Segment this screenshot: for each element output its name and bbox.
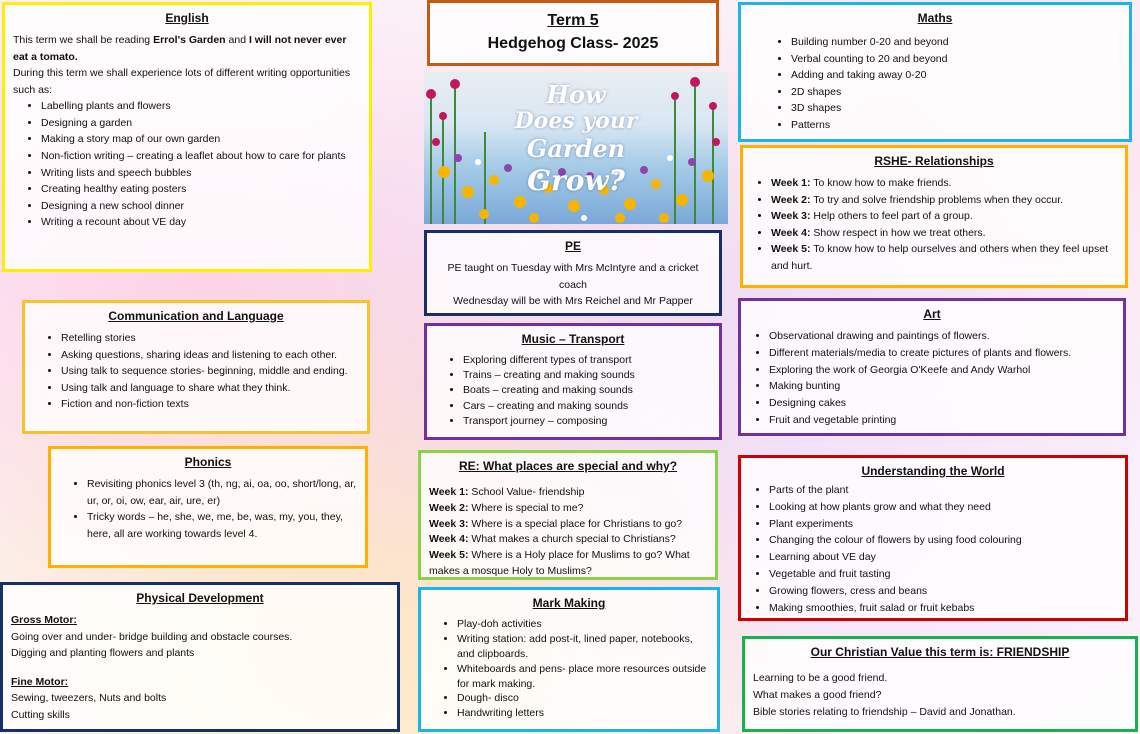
english-intro-2: During this term we shall experience lots of different writing opportunities such as: — [13, 67, 351, 96]
music-panel — [424, 323, 722, 440]
list-item: • Looking at how plants grow and what they need — [769, 499, 1117, 516]
re-week — [429, 501, 707, 517]
week-label: Week 2: — [771, 193, 811, 206]
utw-list — [749, 482, 1117, 616]
week-text: Where is special to me? — [468, 501, 584, 514]
list-item: • Writing lists and speech bubbles — [41, 165, 361, 182]
english-book1: Errol's Garden — [153, 33, 226, 46]
english-intro — [13, 32, 361, 65]
list-item: • Designing cakes — [769, 395, 1115, 412]
english-panel — [2, 2, 372, 272]
value-heading: Our Christian Value this term is: FRIENDSHIP — [810, 645, 1070, 659]
list-item: • Fruit and vegetable printing — [769, 412, 1115, 429]
list-item: • Exploring the work of Georgia O'Keefe and Andy Warhol — [769, 362, 1115, 379]
utw-panel — [738, 455, 1128, 621]
mark-making-panel — [418, 587, 720, 732]
gross-motor-line: Digging and planting flowers and plants — [11, 647, 195, 660]
maths-list — [749, 34, 1121, 133]
week-label: Week 3: — [771, 210, 811, 223]
week-label: Week 5: — [429, 549, 469, 561]
fine-motor-line: Sewing, tweezers, Nuts and bolts — [11, 692, 167, 705]
list-item: • Adding and taking away 0-20 — [791, 67, 1121, 84]
list-item: • Whiteboards and pens- place more resources outside for mark making. — [457, 662, 709, 692]
mark-making-heading: Mark Making — [532, 596, 606, 610]
list-item: • Changing the colour of flowers by using food colouring — [769, 532, 1117, 549]
week-label: Week 4: — [771, 226, 811, 239]
physical-panel — [0, 582, 400, 732]
music-list — [435, 353, 711, 429]
utw-heading: Understanding the World — [861, 464, 1005, 478]
phonics-heading: Phonics — [184, 455, 232, 469]
list-item: • Transport journey – composing — [463, 414, 711, 429]
garden-banner-image — [424, 72, 728, 224]
list-item: • Building number 0-20 and beyond — [791, 34, 1121, 51]
mark-making-list — [429, 617, 709, 721]
week-text: Help others to feel part of a group. — [810, 210, 973, 223]
list-item: • Plant experiments — [769, 516, 1117, 533]
list-item: • Asking questions, sharing ideas and listening to each other. — [61, 347, 359, 364]
value-line: Learning to be a good friend. — [753, 672, 888, 685]
list-item: • Writing station: add post-it, lined paper, notebooks, and clipboards. — [457, 632, 709, 662]
art-list — [749, 328, 1115, 429]
rshe-list — [751, 175, 1117, 274]
week-label: Week 3: — [429, 517, 469, 530]
week-text: School Value- friendship — [468, 486, 585, 498]
list-item — [771, 175, 1117, 192]
week-label: Week 5: — [771, 243, 811, 256]
re-week — [429, 548, 707, 580]
list-item: • Tricky words – he, she, we, me, be, was, my, you, they, here, all are working towards level 4. — [87, 509, 357, 542]
title-panel — [427, 0, 719, 66]
list-item: • Handwriting letters — [457, 706, 709, 721]
gross-motor-line: Going over and under- bridge building and obstacle courses. — [11, 630, 293, 643]
list-item: • Fiction and non-fiction texts — [61, 396, 359, 413]
communication-heading: Communication and Language — [108, 309, 284, 323]
re-week — [429, 485, 707, 501]
list-item: • Exploring different types of transport — [463, 353, 711, 368]
re-week — [429, 532, 707, 548]
re-heading: RE: What places are special and why? — [458, 459, 678, 473]
week-label: Week 1: — [429, 486, 469, 498]
fine-motor-line: Cutting skills — [11, 708, 70, 721]
music-heading: Music – Transport — [521, 332, 625, 346]
pe-line: PE taught on Tuesday with Mrs McIntyre and a cricket coach — [447, 261, 699, 291]
pe-line: Wednesday will be with Mrs Reichel and Mr Papper — [453, 295, 693, 308]
value-line: What makes a good friend? — [753, 688, 882, 701]
list-item: • Play-doh activities — [457, 617, 709, 632]
communication-list — [33, 330, 359, 413]
list-item: • Designing a new school dinner — [41, 198, 361, 215]
list-item: • Designing a garden — [41, 115, 361, 132]
list-item: • Non-fiction writing – creating a leaflet about how to care for plants — [41, 148, 361, 165]
list-item: • Dough- disco — [457, 691, 709, 706]
list-item — [771, 208, 1117, 225]
re-week — [429, 517, 707, 533]
list-item: • Observational drawing and paintings of flowers. — [769, 328, 1115, 345]
week-text: To know how to help ourselves and others when they feel upset and hurt. — [771, 243, 1108, 272]
list-item: • 2D shapes — [791, 84, 1121, 101]
list-item: • Creating healthy eating posters — [41, 181, 361, 198]
rshe-heading: RSHE- Relationships — [874, 154, 994, 168]
list-item: • Vegetable and fruit tasting — [769, 566, 1117, 583]
physical-heading: Physical Development — [136, 591, 264, 605]
list-item: • Labelling plants and flowers — [41, 98, 361, 115]
list-item: • Making bunting — [769, 378, 1115, 395]
list-item: • Cars – creating and making sounds — [463, 399, 711, 414]
maths-panel — [738, 2, 1132, 142]
week-text: What makes a church special to Christians? — [468, 533, 676, 546]
art-panel — [738, 298, 1126, 436]
rshe-panel — [740, 145, 1128, 288]
value-line: Bible stories relating to friendship – David and Jonathan. — [753, 705, 1016, 718]
week-label: Week 4: — [429, 533, 469, 546]
term-title: Term 5 — [547, 12, 599, 29]
list-item: • Making a story map of our own garden — [41, 131, 361, 148]
week-label: Week 2: — [429, 501, 469, 514]
week-text: Where is a special place for Christians to go? — [468, 517, 683, 530]
list-item — [771, 225, 1117, 242]
list-item: • Using talk to sequence stories- beginning, middle and ending. — [61, 363, 359, 380]
banner-title-line2: Does your — [514, 108, 638, 134]
list-item: • Retelling stories — [61, 330, 359, 347]
english-list — [13, 98, 361, 231]
fine-motor-heading: Fine Motor: — [11, 675, 69, 688]
list-item: • Using talk and language to share what they think. — [61, 380, 359, 397]
banner-title-line1: How — [546, 80, 606, 109]
week-text: To know how to make friends. — [810, 176, 952, 189]
week-label: Week 1: — [771, 176, 811, 189]
banner-title-line4: Grow? — [527, 164, 625, 197]
pe-panel — [424, 230, 722, 316]
phonics-panel — [48, 446, 368, 568]
list-item: • Making smoothies, fruit salad or fruit kebabs — [769, 600, 1117, 617]
art-heading: Art — [923, 307, 941, 321]
phonics-list — [59, 476, 357, 542]
list-item: • 3D shapes — [791, 100, 1121, 117]
list-item: • Different materials/media to create pictures of plants and flowers. — [769, 345, 1115, 362]
banner-title-line3: Garden — [526, 134, 626, 163]
week-text: Where is a Holy place for Muslims to go? What makes a mosque Holy to Muslims? — [429, 549, 690, 577]
gross-motor-heading: Gross Motor: — [11, 613, 77, 626]
list-item: • Verbal counting to 20 and beyond — [791, 51, 1121, 68]
maths-heading: Maths — [917, 11, 953, 25]
week-text: To try and solve friendship problems when they occur. — [810, 193, 1064, 206]
list-item: • Patterns — [791, 117, 1121, 134]
list-item — [771, 241, 1117, 274]
pe-heading: PE — [564, 239, 581, 253]
list-item: • Revisiting phonics level 3 (th, ng, ai, oa, oo, short/long, ar, ur, or, oi, ow, ear, air, ure, er) — [87, 476, 357, 509]
re-panel — [418, 450, 718, 580]
english-intro-text: This term we shall be reading — [13, 33, 154, 46]
english-heading: English — [165, 11, 209, 25]
list-item: • Learning about VE day — [769, 549, 1117, 566]
value-panel — [742, 636, 1138, 732]
english-intro-and: and — [225, 33, 249, 46]
list-item: • Writing a recount about VE day — [41, 214, 361, 231]
list-item: • Parts of the plant — [769, 482, 1117, 499]
list-item: • Growing flowers, cress and beans — [769, 583, 1117, 600]
list-item: • Trains – creating and making sounds — [463, 368, 711, 383]
communication-panel — [22, 300, 370, 434]
class-title: Hedgehog Class- 2025 — [487, 35, 659, 53]
english-book2: I will not never ever eat a tomato. — [13, 33, 347, 63]
list-item — [771, 192, 1117, 209]
week-text: Show respect in how we treat others. — [810, 226, 986, 239]
list-item: • Boats – creating and making sounds — [463, 383, 711, 398]
